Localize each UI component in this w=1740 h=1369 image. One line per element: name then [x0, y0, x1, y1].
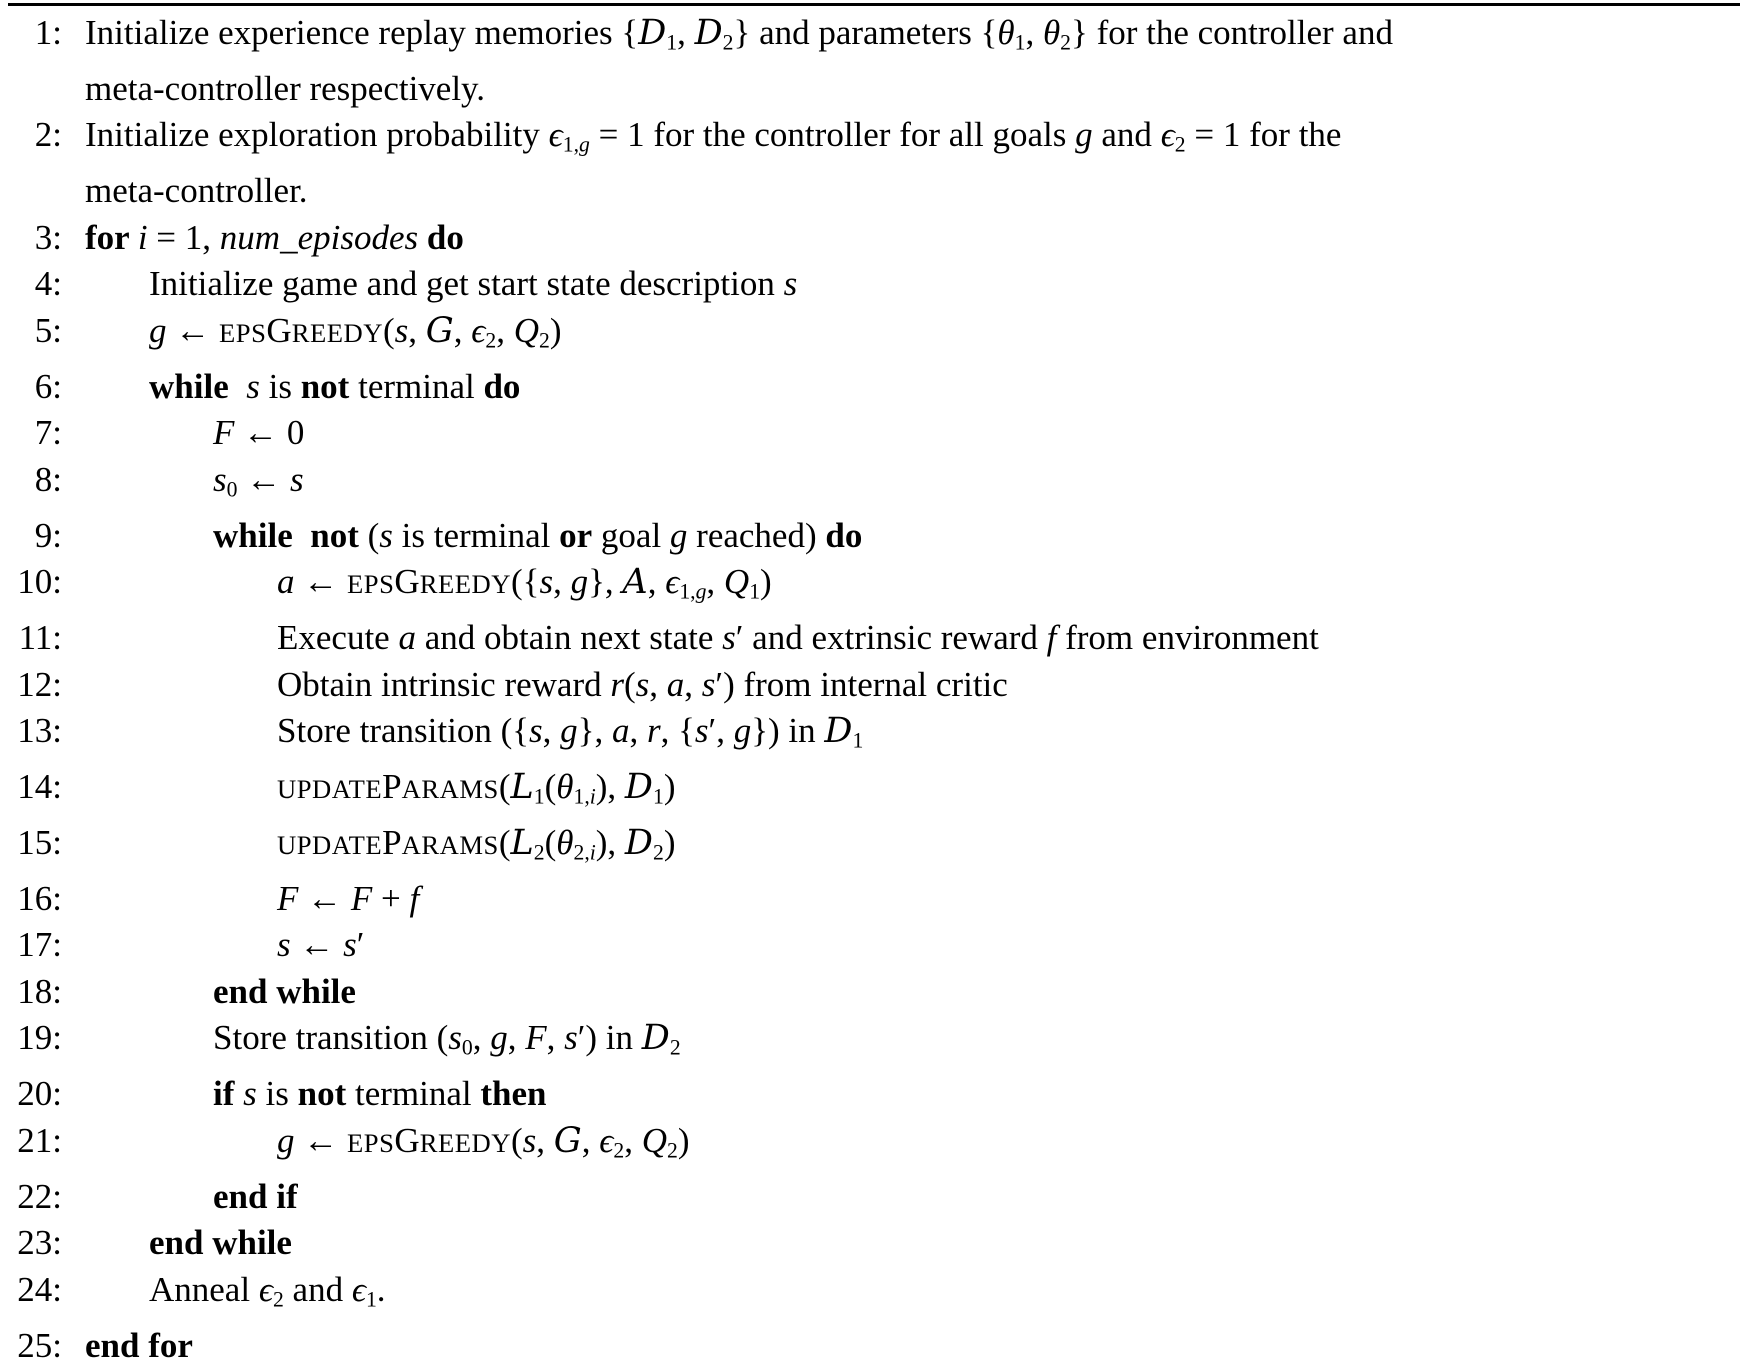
- line-text: [62, 708, 1740, 764]
- algorithm-line: [0, 708, 1740, 764]
- segment-sub: 1: [749, 579, 761, 604]
- algorithm-line: [0, 410, 1740, 457]
- segment-i: ϵ: [351, 1269, 366, 1309]
- line-number: 6:: [34, 366, 62, 406]
- segment-i: F: [350, 878, 373, 918]
- segment-cal: L: [510, 767, 534, 808]
- line-number: 8:: [34, 459, 62, 499]
- segment-n: ←: [166, 310, 219, 350]
- line-text: [62, 1015, 1740, 1071]
- segment-b: then: [480, 1074, 547, 1114]
- segment-n: from environment: [1056, 618, 1319, 658]
- segment-sub: 2: [1060, 30, 1072, 55]
- segment-cal: A: [622, 562, 648, 603]
- segment-i: i: [137, 217, 148, 257]
- segment-cal: G: [425, 310, 454, 351]
- line-number: 2:: [34, 115, 62, 155]
- segment-sc: EPS: [347, 569, 395, 600]
- segment-n: ),: [595, 822, 625, 862]
- segment-n: ,: [542, 711, 561, 751]
- segment-i: s: [246, 366, 260, 406]
- segment-sc: UPDATE: [277, 829, 383, 860]
- segment-i: g: [490, 1018, 508, 1058]
- segment-sub: 1: [652, 784, 664, 809]
- segment-n: ,: [496, 310, 514, 350]
- segment-subi: g: [579, 132, 590, 157]
- segment-i: θ: [556, 822, 574, 862]
- segment-sub: 0: [461, 1035, 473, 1060]
- segment-cal: D: [624, 767, 653, 808]
- segment-n: (: [511, 1120, 523, 1160]
- segment-i: f: [409, 878, 420, 918]
- segment-i: ϵ: [599, 1120, 614, 1160]
- segment-sc: EPS: [219, 317, 267, 348]
- segment-i: F: [525, 1018, 547, 1058]
- segment-b: end for: [85, 1325, 193, 1365]
- segment-n: Initialize exploration probability: [85, 115, 549, 155]
- line-text: [62, 308, 1740, 364]
- segment-i: s: [722, 618, 736, 658]
- line-text: [62, 10, 1740, 112]
- segment-i: s: [379, 515, 393, 555]
- line-text: [62, 764, 1740, 820]
- line-text: [62, 1267, 1740, 1323]
- algorithm-line: [0, 820, 1740, 876]
- segment-n: G: [266, 310, 292, 350]
- line-text: [62, 1118, 1740, 1174]
- segment-n: ,: [706, 562, 724, 602]
- line-number: 13:: [17, 711, 62, 751]
- line-text: [62, 922, 1740, 969]
- segment-cal: D: [624, 822, 653, 863]
- algorithm-line: [0, 1174, 1740, 1221]
- algorithm-line: [0, 1323, 1740, 1369]
- segment-n: and: [1092, 115, 1161, 155]
- line-number: 9:: [34, 515, 62, 555]
- segment-n: = 1,: [147, 217, 220, 257]
- algorithm-line: [0, 1118, 1740, 1174]
- segment-n: ,: [553, 562, 571, 602]
- algorithm-line: [0, 1220, 1740, 1267]
- segment-b: end while: [149, 1223, 292, 1263]
- segment-n: is terminal: [392, 515, 560, 555]
- segment-n: = 1 for the controller for all goals: [589, 115, 1076, 155]
- algorithm-line: [0, 922, 1740, 969]
- segment-i: g: [277, 1120, 295, 1160]
- segment-sc: REEDY: [419, 1127, 512, 1158]
- segment-sc: UPDATE: [277, 774, 383, 805]
- segment-i: s: [213, 459, 227, 499]
- segment-n: ←: [237, 459, 290, 499]
- line-number: 10:: [17, 562, 62, 602]
- segment-n: ): [663, 767, 676, 807]
- segment-b: for: [85, 217, 138, 257]
- line-text: [62, 215, 1740, 262]
- segment-i: g: [570, 562, 589, 602]
- line-text: [62, 261, 1740, 308]
- segment-n: Initialize game and get start state description: [149, 264, 784, 304]
- segment-i: s: [539, 562, 554, 602]
- algorithm-line: [0, 1071, 1740, 1118]
- segment-n: ,: [624, 1120, 642, 1160]
- segment-i: a: [398, 618, 416, 658]
- segment-sub: 1: [1014, 30, 1026, 55]
- segment-i: θ: [997, 13, 1015, 52]
- segment-n: ′) from internal critic: [715, 664, 1008, 704]
- segment-i: num_episodes: [219, 217, 419, 257]
- segment-n: , {: [660, 711, 695, 751]
- segment-i: ϵ: [471, 310, 486, 350]
- segment-n: reached): [687, 515, 826, 555]
- segment-n: ′ and extrinsic reward: [735, 618, 1047, 658]
- line-number: 12:: [17, 664, 62, 704]
- segment-n: } for the controller and: [1071, 13, 1393, 52]
- segment-n: G: [394, 1120, 420, 1160]
- segment-sub: 2: [613, 1138, 625, 1163]
- line-number: 23:: [17, 1223, 62, 1263]
- segment-i: a: [666, 664, 685, 704]
- segment-b: end while: [213, 971, 356, 1011]
- segment-sub: 2: [1174, 132, 1186, 157]
- segment-n: ,: [507, 1018, 526, 1058]
- segment-i: s: [448, 1018, 462, 1058]
- segment-sub: 1,: [562, 132, 579, 157]
- segment-cal: D: [641, 1018, 670, 1059]
- segment-sub: 2: [485, 328, 497, 353]
- algorithm-line: [0, 261, 1740, 308]
- segment-sub: 2: [652, 840, 664, 865]
- segment-n: ′) in: [577, 1018, 642, 1058]
- segment-n: terminal: [346, 1074, 481, 1114]
- segment-n: (: [383, 310, 395, 350]
- segment-i: s: [394, 310, 409, 350]
- segment-n: (: [544, 767, 557, 807]
- segment-n: ,: [536, 1120, 554, 1160]
- line-text: [62, 1071, 1740, 1118]
- segment-n: Initialize experience replay memories {: [85, 13, 639, 52]
- segment-i: a: [277, 562, 295, 602]
- line-number: 17:: [17, 925, 62, 965]
- line-number: 14:: [17, 767, 62, 807]
- segment-sub: 2: [539, 328, 550, 353]
- segment-n: ): [760, 562, 772, 602]
- segment-n: [418, 218, 427, 257]
- segment-b: not: [297, 1074, 347, 1114]
- line-number: 1:: [34, 13, 62, 52]
- segment-n: ←: [290, 925, 344, 965]
- algorithm-line: [0, 1015, 1740, 1071]
- segment-subi: i: [589, 840, 596, 865]
- algorithm-line: [0, 112, 1740, 214]
- segment-i: s: [635, 664, 650, 704]
- algorithm-line: [0, 1267, 1740, 1323]
- segment-n: ,: [581, 1120, 600, 1160]
- segment-sub: 2: [272, 1287, 284, 1312]
- segment-i: θ: [1042, 13, 1061, 52]
- line-number: 11:: [18, 618, 62, 658]
- segment-n: meta-controller.: [85, 171, 308, 211]
- segment-i: s: [694, 711, 709, 751]
- segment-n: goal: [592, 515, 670, 555]
- segment-n: ),: [595, 767, 625, 807]
- segment-n: ,: [684, 664, 702, 704]
- segment-i: g: [733, 711, 752, 751]
- segment-n: G: [394, 562, 420, 602]
- line-text: [62, 559, 1740, 615]
- segment-n: Store transition (: [213, 1018, 449, 1058]
- segment-n: ,: [408, 310, 426, 350]
- segment-i: ϵ: [1160, 115, 1175, 155]
- segment-subi: i: [589, 784, 596, 809]
- segment-cal: D: [694, 13, 723, 53]
- segment-sub: 2: [533, 840, 545, 865]
- segment-n: (: [498, 822, 511, 862]
- segment-sub: 0: [226, 477, 238, 502]
- segment-b: not: [300, 366, 350, 406]
- algorithm-line: [0, 215, 1740, 262]
- segment-b: do: [426, 217, 464, 257]
- segment-i: g: [1075, 115, 1093, 155]
- segment-n: ←: [294, 562, 347, 602]
- segment-n: is: [259, 366, 301, 406]
- line-text: [62, 1220, 1740, 1267]
- segment-b: while: [149, 366, 247, 406]
- algorithm-lines: [0, 10, 1740, 1369]
- segment-b: while not: [213, 515, 359, 555]
- line-number: 3:: [34, 217, 62, 257]
- segment-n: (: [498, 767, 511, 807]
- segment-i: s: [522, 1120, 537, 1160]
- line-number: 7:: [34, 413, 62, 453]
- segment-sc: ARAMS: [401, 774, 499, 805]
- segment-n: Obtain intrinsic reward: [277, 664, 611, 704]
- segment-b: if: [213, 1074, 244, 1114]
- segment-i: F: [213, 413, 235, 453]
- segment-sub: 2: [667, 1138, 678, 1163]
- algorithm-line: [0, 876, 1740, 923]
- segment-n: ′: [356, 925, 365, 965]
- segment-i: θ: [556, 767, 574, 807]
- segment-n: (: [358, 515, 380, 555]
- segment-i: Q: [513, 310, 539, 350]
- segment-b: do: [825, 515, 863, 555]
- line-text: [62, 513, 1740, 560]
- line-number: 24:: [17, 1269, 62, 1309]
- segment-n: ({: [511, 562, 540, 602]
- algorithm-line: [0, 764, 1740, 820]
- line-number: 21:: [17, 1120, 62, 1160]
- segment-n: ,: [647, 562, 666, 602]
- line-text: [62, 876, 1740, 923]
- segment-i: r: [646, 711, 661, 751]
- segment-n: .: [376, 1269, 386, 1309]
- segment-b: or: [559, 515, 593, 555]
- segment-b: do: [483, 366, 521, 406]
- line-number: 22:: [17, 1176, 62, 1216]
- line-text: [62, 1174, 1740, 1221]
- segment-i: s: [277, 925, 291, 965]
- segment-n: +: [372, 878, 410, 918]
- segment-sc: REEDY: [291, 317, 384, 348]
- segment-sc: REEDY: [419, 569, 512, 600]
- segment-n: (: [624, 664, 636, 704]
- segment-n: Anneal: [149, 1269, 259, 1309]
- segment-i: Q: [723, 562, 750, 602]
- algorithm-line: [0, 559, 1740, 615]
- line-number: 16:: [17, 878, 62, 918]
- algorithm-line: [0, 662, 1740, 709]
- segment-n: ,: [546, 1018, 565, 1058]
- segment-n: Execute: [277, 618, 399, 658]
- segment-n: meta-controller respectively.: [85, 68, 486, 108]
- segment-n: P: [382, 822, 402, 862]
- line-number: 15:: [17, 822, 62, 862]
- line-number: 20:: [17, 1074, 62, 1114]
- segment-n: ,: [1025, 13, 1043, 52]
- segment-i: s: [529, 711, 543, 751]
- segment-n: ′,: [708, 711, 734, 751]
- segment-n: Store transition ({: [277, 711, 530, 751]
- algorithm-line: [0, 615, 1740, 662]
- segment-sub: 2,: [573, 840, 590, 865]
- segment-n: ,: [472, 1018, 491, 1058]
- segment-subi: g: [695, 579, 707, 604]
- segment-sub: 2: [669, 1035, 681, 1060]
- segment-cal: D: [824, 711, 853, 752]
- segment-n: } and parameters {: [733, 13, 998, 52]
- line-text: [62, 112, 1740, 214]
- segment-i: f: [1046, 618, 1057, 658]
- segment-n: }) in: [751, 711, 825, 751]
- segment-n: ,: [453, 310, 472, 350]
- segment-n: ): [677, 1120, 690, 1160]
- line-number: 25:: [17, 1325, 62, 1365]
- line-text: [62, 364, 1740, 411]
- algorithm-line: [0, 457, 1740, 513]
- algorithm-line: [0, 364, 1740, 411]
- line-number: 5:: [34, 310, 62, 350]
- segment-n: },: [577, 711, 612, 751]
- segment-i: s: [343, 925, 357, 965]
- segment-n: ←: [294, 1120, 347, 1160]
- segment-cal: D: [638, 13, 667, 53]
- segment-i: ϵ: [548, 115, 563, 155]
- segment-sub: 2: [722, 30, 734, 55]
- segment-sub: 1: [533, 784, 545, 809]
- segment-i: g: [149, 310, 167, 350]
- line-number: 18:: [17, 971, 62, 1011]
- segment-i: F: [277, 878, 299, 918]
- segment-i: g: [560, 711, 578, 751]
- segment-i: s: [243, 1074, 257, 1114]
- segment-n: ,: [629, 711, 647, 751]
- segment-sub: 1: [365, 1287, 377, 1312]
- algorithm-top-rule: [8, 3, 1740, 6]
- line-number: 4:: [34, 264, 62, 304]
- segment-i: ϵ: [665, 562, 680, 602]
- segment-n: ): [549, 310, 562, 350]
- segment-sub: 1: [852, 728, 864, 753]
- segment-sub: 1: [666, 30, 678, 55]
- segment-n: P: [382, 767, 402, 807]
- line-text: [62, 457, 1740, 513]
- line-text: [62, 410, 1740, 457]
- segment-i: s: [564, 1018, 578, 1058]
- segment-i: s: [289, 459, 304, 499]
- segment-i: s: [701, 664, 716, 704]
- segment-n: ): [663, 822, 676, 862]
- line-text: [62, 820, 1740, 876]
- line-text: [62, 662, 1740, 709]
- algorithm-line: [0, 513, 1740, 560]
- segment-b: end if: [213, 1176, 298, 1216]
- segment-sub: 1,: [679, 579, 696, 604]
- segment-n: ← 0: [234, 413, 305, 453]
- segment-i: s: [783, 264, 798, 304]
- segment-n: and obtain next state: [415, 618, 723, 658]
- segment-n: = 1 for the: [1185, 115, 1342, 155]
- segment-n: ,: [649, 664, 667, 704]
- segment-i: a: [611, 711, 630, 751]
- segment-cal: G: [553, 1120, 582, 1161]
- segment-n: is: [256, 1074, 298, 1114]
- line-text: [62, 969, 1740, 1016]
- segment-i: r: [610, 664, 624, 704]
- segment-n: ,: [677, 13, 695, 52]
- segment-sc: ARAMS: [401, 829, 499, 860]
- segment-i: ϵ: [258, 1269, 273, 1309]
- segment-n: },: [588, 562, 623, 602]
- segment-n: (: [544, 822, 557, 862]
- segment-sub: 1,: [573, 784, 590, 809]
- algorithm-line: [0, 10, 1740, 112]
- segment-i: Q: [641, 1120, 667, 1160]
- line-text: [62, 615, 1740, 662]
- segment-sc: EPS: [347, 1127, 395, 1158]
- line-number: 19:: [17, 1018, 62, 1058]
- segment-i: g: [669, 515, 688, 555]
- algorithm-line: [0, 308, 1740, 364]
- segment-n: ←: [298, 878, 351, 918]
- segment-cal: L: [510, 822, 534, 863]
- segment-n: terminal: [349, 366, 484, 406]
- line-text: [62, 1323, 1740, 1369]
- segment-n: and: [283, 1269, 352, 1309]
- algorithm-line: [0, 969, 1740, 1016]
